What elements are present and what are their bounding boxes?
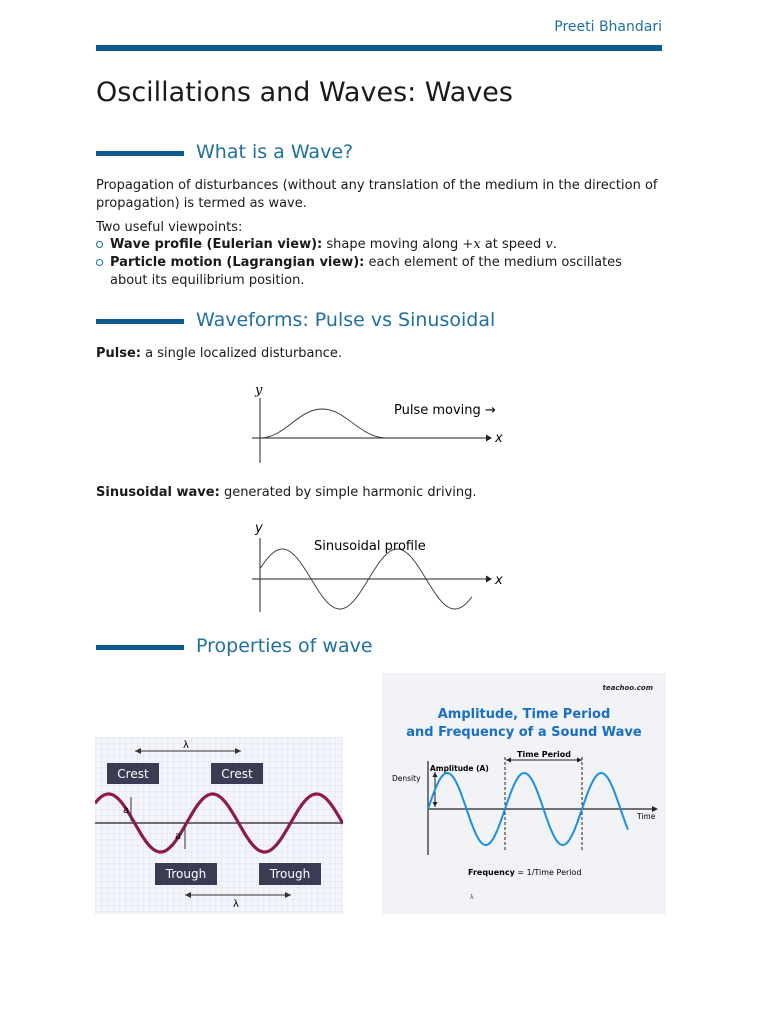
trough-label: Trough: [165, 867, 207, 881]
sinusoid-description: [96, 484, 662, 502]
figure-title-line1: Amplitude, Time Period: [437, 707, 611, 722]
math-expression: v: [545, 237, 553, 252]
wavelength-label-bottom: λ: [233, 899, 239, 910]
section-heading-properties: Properties of wave: [196, 635, 373, 657]
x-axis-arrow-icon: [486, 435, 492, 442]
crest-label: Crest: [221, 767, 253, 781]
section-heading-waveforms: Waveforms: Pulse vs Sinusoidal: [196, 309, 496, 331]
section-heading-what-is-wave: What is a Wave?: [196, 141, 354, 163]
list-item: [96, 236, 662, 254]
bullet-icon: [96, 259, 103, 266]
crest-trough-figure: [95, 737, 343, 914]
time-period-label: Time Period: [517, 750, 571, 759]
amplitude-label: a: [123, 805, 130, 816]
bullet-text: each element of the medium oscillates about its equilibrium position.: [110, 255, 622, 288]
pulse-annotation: Pulse moving →: [394, 403, 496, 418]
watermark: teachoo.com: [602, 684, 653, 692]
section-bar: [96, 319, 184, 324]
y-axis-label: y: [255, 383, 263, 398]
x-axis-label: x: [495, 431, 503, 446]
density-label: Density: [392, 774, 421, 783]
x-axis-label: x: [495, 573, 503, 588]
x-axis-arrow-icon: [486, 576, 492, 583]
sinusoid-text: generated by simple harmonic driving.: [223, 485, 477, 500]
top-rule: [96, 45, 662, 51]
viewpoints-list: [96, 236, 662, 290]
amplitude-label: a: [175, 831, 182, 842]
pulse-diagram: [240, 378, 510, 468]
time-label: Time: [637, 812, 656, 821]
bullet-icon: [96, 241, 103, 248]
bullet-text: shape moving along: [326, 237, 463, 252]
small-mark: λ: [470, 894, 474, 901]
sinusoid-diagram: [240, 518, 510, 614]
list-item: [96, 254, 662, 290]
crest-label: Crest: [117, 767, 149, 781]
pulse-label: Pulse:: [96, 346, 141, 361]
author-name: Preeti Bhandari: [554, 19, 662, 35]
page-title: Oscillations and Waves: Waves: [96, 77, 513, 108]
wave-definition: Propagation of disturbances (without any translation of the medium in the direction of propagation) is termed as wave.: [96, 178, 658, 211]
pulse-description: [96, 345, 662, 363]
sinusoid-label: Sinusoidal wave:: [96, 485, 220, 500]
wavelength-label-top: λ: [183, 740, 189, 751]
sound-wave-figure: [382, 673, 666, 914]
bullet-label: Wave profile (Eulerian view):: [110, 237, 323, 252]
bullet-text: .: [552, 237, 557, 252]
pulse-text: a single localized disturbance.: [145, 346, 343, 361]
math-expression: +x: [462, 237, 481, 252]
section-bar: [96, 645, 184, 650]
figure-title-line2: and Frequency of a Sound Wave: [406, 725, 642, 740]
bullet-label: Particle motion (Lagrangian view):: [110, 255, 365, 270]
trough-label: Trough: [269, 867, 311, 881]
viewpoints-intro: Two useful viewpoints:: [96, 220, 243, 235]
sinusoid-annotation: Sinusoidal profile: [314, 539, 426, 554]
pulse-curve: [260, 409, 385, 438]
bullet-text: at speed: [480, 237, 546, 252]
amplitude-label: Amplitude (A): [430, 764, 489, 773]
frequency-formula: Frequency = 1/Time Period: [468, 868, 582, 877]
section-bar: [96, 151, 184, 156]
y-axis-label: y: [255, 521, 263, 536]
